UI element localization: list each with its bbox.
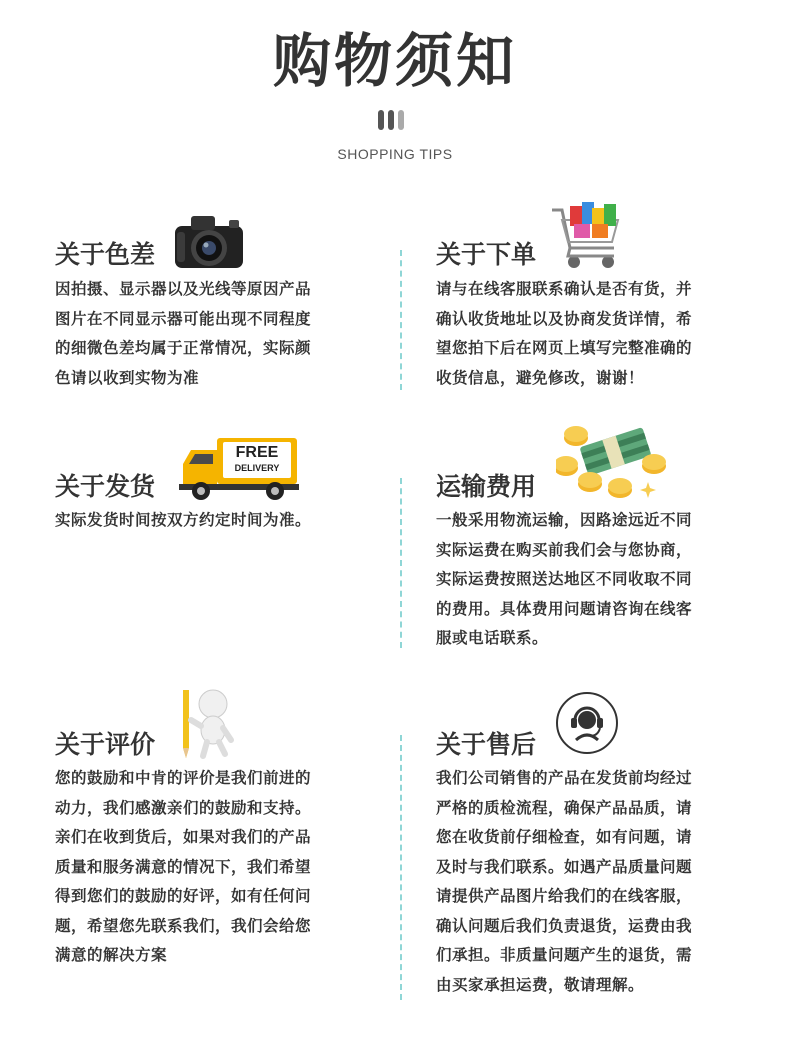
decor-bar (378, 110, 384, 130)
body-line: 亲们在收到货后，如果对我们的产品 (55, 828, 312, 846)
body-line: 服或电话联系。 (436, 629, 549, 647)
body-line: 的细微色差均属于正常情况，实际颜 (55, 339, 312, 357)
money-coins-icon (556, 420, 668, 506)
body-line: 望您拍下后在网页上填写完整准确的 (436, 339, 693, 357)
section-body (436, 506, 692, 654)
body-line: 收货信息，避免修改，谢谢！ (436, 368, 645, 387)
body-line: 一般采用物流运输，因路途远近不同 (436, 511, 693, 529)
page-subtitle: SHOPPING TIPS (337, 146, 453, 162)
body-line: 严格的质检流程，确保产品品质，请 (436, 798, 693, 817)
section-body (55, 764, 311, 971)
section-body (55, 275, 311, 393)
body-line: 确认收货地址以及协商发货详情，希 (436, 309, 693, 328)
body-line: 得到您们的鼓励的好评，如有任何问 (55, 887, 312, 905)
section-shipping (55, 430, 385, 550)
camera-icon (173, 212, 245, 274)
body-line: 我们公司销售的产品在发货前均经过 (436, 769, 693, 787)
body-line: 确认问题后我们负责退货，运费由我 (436, 916, 693, 935)
body-line: 您在收货前仔细检查，如有问题，请 (436, 828, 693, 846)
page-header (0, 0, 790, 180)
section-review (55, 686, 385, 976)
body-line: 质量和服务满意的情况下，我们希望 (55, 857, 312, 876)
section-after-sales (436, 686, 766, 1006)
body-line: 因拍摄、显示器以及光线等原因产品 (55, 280, 312, 298)
body-line: 色请以收到实物为准 (55, 368, 200, 387)
page-title: 购物须知 (272, 27, 517, 95)
body-line: 图片在不同显示器可能出现不同程度 (55, 309, 312, 328)
body-line: 请提供产品图片给我们的在线客服， (436, 887, 693, 905)
truck-label-delivery: DELIVERY (234, 463, 280, 473)
title-decoration-bars (378, 110, 412, 130)
body-line: 实际发货时间按双方约定时间为准。 (55, 511, 312, 529)
headset-support-icon (554, 690, 620, 760)
section-title: 关于售后 (436, 730, 537, 759)
body-line: 动力，我们感激亲们的鼓励和支持。 (55, 798, 312, 817)
section-title: 运输费用 (436, 472, 537, 501)
section-body (436, 764, 692, 1000)
section-title: 关于色差 (55, 240, 156, 269)
body-line: 您的鼓励和中肯的评价是我们前进的 (55, 769, 312, 787)
column-divider (400, 478, 402, 648)
delivery-truck-icon (179, 434, 299, 502)
decor-bar (388, 110, 394, 130)
column-divider (400, 735, 402, 1000)
body-line: 由买家承担运费，敬请理解。 (436, 975, 645, 994)
section-body (55, 506, 311, 536)
column-divider (400, 250, 402, 390)
section-body (436, 275, 692, 393)
body-line: 的费用。具体费用问题请咨询在线客 (436, 599, 693, 618)
body-line: 满意的解决方案 (55, 946, 168, 964)
section-title: 关于评价 (55, 730, 156, 759)
body-line: 们承担。非质量问题产生的退货，需 (436, 946, 693, 964)
body-line: 请与在线客服联系确认是否有货，并 (436, 280, 693, 298)
body-line: 实际运费在购买前我们会与您协商， (436, 540, 693, 559)
shopping-cart-icon (548, 202, 626, 278)
body-line: 及时与我们联系。如遇产品质量问题 (436, 857, 693, 876)
section-ordering (436, 200, 766, 400)
body-line: 题，希望您先联系我们，我们会给您 (55, 916, 312, 935)
truck-label-free: FREE (235, 444, 279, 461)
body-line: 实际运费按照送达地区不同收取不同 (436, 570, 693, 588)
pencil-figure-icon (177, 686, 241, 766)
section-title: 关于下单 (436, 240, 537, 269)
section-freight (436, 420, 766, 660)
section-title: 关于发货 (55, 472, 156, 501)
decor-bar (398, 110, 404, 130)
section-color-difference (55, 200, 385, 400)
